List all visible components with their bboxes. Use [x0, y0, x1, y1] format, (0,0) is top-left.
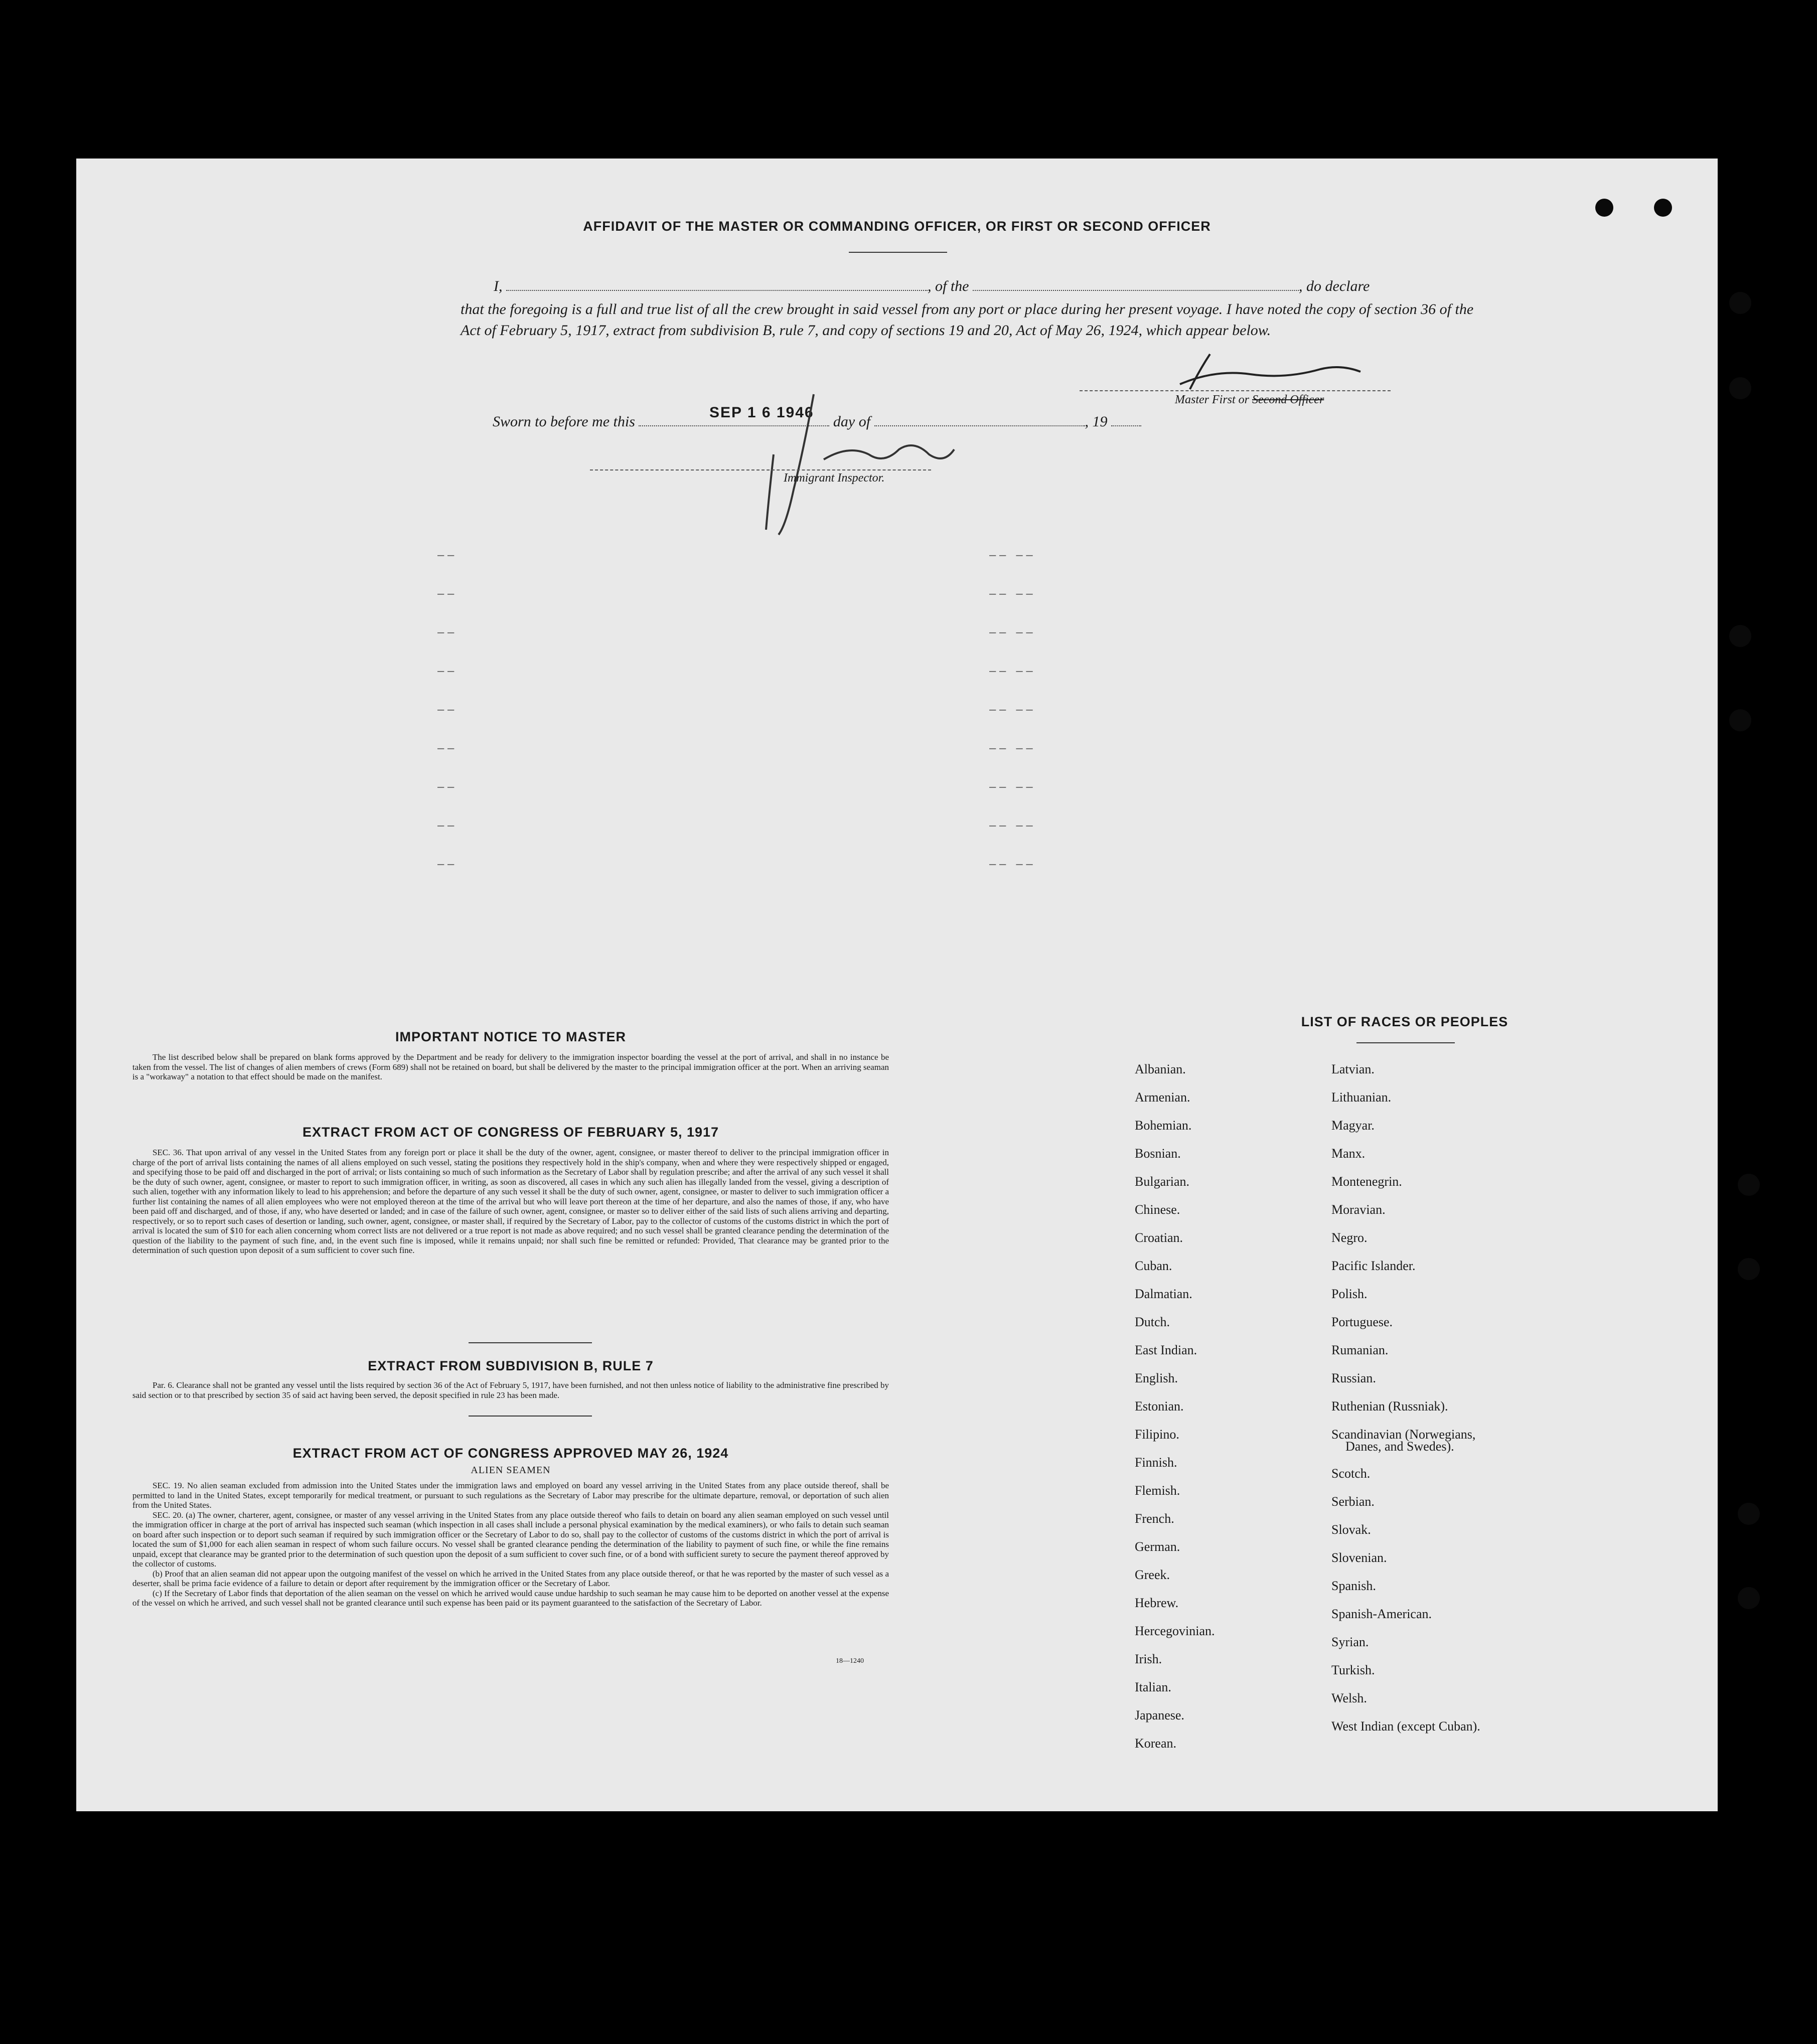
- race-item: Slovenian.: [1331, 1550, 1387, 1565]
- extract-1917-text: SEC. 36. That upon arrival of any vessel in the United States from any foreign port or place it shall be the duty of the owner, agent, consignee, or master thereof to deliver to the principal immigration officer in charge of the port of arrival lists containing the names of all aliens employed on such vessel, stating the positions they respectively hold in the ship's company, when and where they were respectively shipped or engaged, and specifying those to be paid off and discharged in the port of arrival; or lists containing so much of such information as the Secretary of Labor shall by regulation prescribe; and after the arrival of any such vessel it shall be the duty of such owner, agent, consignee, or master to report to such immigration officer, in writing, as soon as discovered, all cases in which any such alien has illegally landed from the vessel, giving a description of such alien, together with any information likely to lead to his apprehension; and before the departure of any such vessel it shall be the duty of such owner, agent, consignee, or master to deliver to such immigration officer a further list containing the names of all alien employees who were not employed thereon at the time of the arrival but who will leave port thereon at the time of her departure, and also the names of those, if any, who have been paid off and discharged, and of those, if any, who have deserted or landed; and in case of the failure of such owner, agent, consignee, or master so to deliver either of the said lists of such aliens arriving and departing, respectively, or so to report such cases of desertion or landing, such owner, agent, consignee, or master shall, if required by the Secretary of Labor, pay to the collector of customs of the customs district in which the port of arrival is located the sum of $10 for each alien concerning whom correct lists are not delivered or a true report is not made as above required; and no such vessel shall be granted clearance pending the determination of the question of the liability to the payment of such fine, and, in the event such fine is imposed, while it remains unpaid; nor shall such fine be remitted or refunded: Provided, That clearance may be granted prior to the determination of such question upon deposit of a sum sufficient to cover such fine.: [132, 1148, 889, 1255]
- race-item: Armenian.: [1135, 1090, 1190, 1105]
- races-right-column: [1331, 1055, 1480, 1741]
- race-item: Dalmatian.: [1135, 1287, 1192, 1301]
- race-item: Pacific Islander.: [1331, 1259, 1416, 1273]
- sworn-label: Sworn to before me this: [493, 413, 635, 430]
- race-item: Ruthenian (Russniak).: [1331, 1399, 1448, 1413]
- punch-hole: [1729, 625, 1751, 647]
- blank-marks: – – – – – – – – – – – – – – – – – – – – – – – – – – – – – – – – – – – –: [989, 548, 1033, 871]
- race-item: Albanian.: [1135, 1062, 1186, 1076]
- blank-marks: – – – – – – – – – – – – – – – – – –: [437, 548, 455, 871]
- race-item: Korean.: [1135, 1736, 1177, 1751]
- vessel-prefix: , of the: [928, 278, 969, 294]
- race-item: Bulgarian.: [1135, 1174, 1190, 1189]
- race-item: West Indian (except Cuban).: [1331, 1719, 1480, 1734]
- race-item: English.: [1135, 1371, 1178, 1385]
- race-item: Estonian.: [1135, 1399, 1184, 1413]
- section-rule: [469, 1416, 592, 1417]
- race-item: East Indian.: [1135, 1343, 1197, 1357]
- race-item: French.: [1135, 1511, 1174, 1526]
- race-item: Hebrew.: [1135, 1596, 1179, 1610]
- notice-title: IMPORTANT NOTICE TO MASTER: [395, 1029, 626, 1044]
- race-item: Polish.: [1331, 1287, 1368, 1301]
- race-item: Negro.: [1331, 1230, 1368, 1245]
- race-item: Bohemian.: [1135, 1118, 1192, 1133]
- race-item: Japanese.: [1135, 1708, 1184, 1722]
- races-left-column: [1135, 1055, 1215, 1758]
- race-item: Filipino.: [1135, 1427, 1179, 1442]
- notice-text: The list described below shall be prepared on blank forms approved by the Department and be ready for delivery to the immigration inspector boarding the vessel at the port of arrival, and shall in no instance be taken from the vessel. The list of changes of alien members of crews (Form 689) shall not be retained on board, but shall be delivered by the master to the principal immigration officer at the port. When an arriving seaman is a "workaway" a notation to that effect should be made on the manifest.: [132, 1052, 889, 1081]
- race-item: Finnish.: [1135, 1455, 1177, 1470]
- extract-1924-title: EXTRACT FROM ACT OF CONGRESS APPROVED MAY 26, 1924: [292, 1446, 729, 1461]
- subdivision-text: Par. 6. Clearance shall not be granted any vessel until the lists required by section 36 of the Act of February 5, 1917, have been furnished, and not then unless notice of liability to the administrative fine prescribed by said section or to that prescribed by section 35 of said act having been served, the deposit specified in rule 23 has been made.: [132, 1380, 889, 1400]
- race-item: Magyar.: [1331, 1118, 1375, 1133]
- punch-hole: [1729, 292, 1751, 314]
- race-item: Russian.: [1331, 1371, 1376, 1385]
- extract-1924-text: SEC. 19. No alien seaman excluded from admission into the United States under the immigration laws and employed on board any vessel arriving in the United States from any place outside thereof, shall be permitted to land in the United States, except temporarily for medical treatment, or pursuant to such regulations as the Secretary of Labor may prescribe for the ultimate departure, removal, or deportation of such alien from the United States. SEC. 20. (a) The owner, charterer, agent, consignee, or master of any vessel arriving in the United States from any place outside thereof who fails to detain on board any alien seaman employed on such vessel until the immigration officer in charge at the port of arrival has inspected such seaman (which inspection in all cases shall include a personal physical examination by the medical examiners), or who fails to detain such seaman on board after such inspection or to deport such seaman if required by such immigration officer or the Secretary of Labor to do so, shall pay to the collector of customs of the customs district in which the port of arrival is located the sum of $1,000 for each alien seaman in respect of whom such failure occurs. No vessel shall be granted clearance pending the determination of the liability to payment of such fine, or while the fine remains unpaid, except that clearance may be granted prior to the determination of such question upon the deposit of a sum sufficient to cover such fine, or of a bond with sufficient surety to secure the payment thereof approved by the collector of customs. (b) Proof that an alien seaman did not appear upon the outgoing manifest of the vessel on which he arrived in the United States from any place outside thereof, or that he was reported by the master of such vessel as a deserter, shall be prima facie evidence of a failure to detain or deport after requirement by the immigration officer or the Secretary of Labor. (c) If the Secretary of Labor finds that deportation of the alien seaman on the vessel on which he arrived would cause undue hardship to such seaman he may cause him to be deported on another vessel at the expense of the vessel on which he arrived, and such vessel shall not be granted clearance until such expense has been paid or its payment guaranteed to the satisfaction of the Secretary of Labor.: [132, 1481, 889, 1608]
- race-item: Spanish-American.: [1331, 1607, 1432, 1621]
- inspector-signature: [718, 389, 979, 540]
- race-item: Flemish.: [1135, 1483, 1180, 1498]
- races-title-rule: [1356, 1042, 1455, 1043]
- master-signature: [1170, 349, 1381, 394]
- sworn-year-field: [1111, 422, 1141, 426]
- race-item: Scandinavian (Norwegians,: [1331, 1427, 1476, 1442]
- race-item: Moravian.: [1331, 1202, 1386, 1217]
- race-item: Scotch.: [1331, 1466, 1371, 1481]
- race-item: Spanish.: [1331, 1579, 1376, 1593]
- race-item: Welsh.: [1331, 1691, 1367, 1705]
- race-item: Rumanian.: [1331, 1343, 1389, 1357]
- race-item: Manx.: [1331, 1146, 1366, 1161]
- punch-hole: [1729, 377, 1751, 399]
- race-item: Hercegovinian.: [1135, 1624, 1215, 1638]
- punch-hole: [1738, 1174, 1760, 1196]
- race-item: German.: [1135, 1539, 1180, 1554]
- inspector-title: Immigrant Inspector.: [784, 471, 885, 485]
- extract-1917-title: EXTRACT FROM ACT OF CONGRESS OF FEBRUARY 5, 1917: [302, 1125, 719, 1140]
- race-item: Dutch.: [1135, 1315, 1170, 1329]
- date-stamp: SEP 1 6 1946: [709, 404, 814, 421]
- race-item: Danes, and Swedes).: [1345, 1439, 1454, 1454]
- races-title: LIST OF RACES OR PEOPLES: [1301, 1014, 1508, 1029]
- race-item: Lithuanian.: [1331, 1090, 1392, 1105]
- title-rule: [849, 252, 947, 253]
- form-number: 18—1240: [836, 1657, 864, 1665]
- race-item: Greek.: [1135, 1567, 1170, 1582]
- punch-hole: [1729, 709, 1751, 731]
- punch-hole: [1738, 1258, 1760, 1280]
- race-item: Cuban.: [1135, 1259, 1172, 1273]
- race-item: Slovak.: [1331, 1522, 1371, 1537]
- document-page: [76, 159, 1718, 1811]
- subdivision-title: EXTRACT FROM SUBDIVISION B, RULE 7: [368, 1358, 654, 1373]
- day-of-label: day of: [833, 413, 871, 430]
- declare-suffix: , do declare: [1299, 278, 1370, 294]
- race-item: Montenegrin.: [1331, 1174, 1402, 1189]
- race-item: Syrian.: [1331, 1635, 1369, 1649]
- punch-hole: [1738, 1587, 1760, 1609]
- race-item: Croatian.: [1135, 1230, 1183, 1245]
- race-item: Turkish.: [1331, 1663, 1375, 1677]
- race-item: Latvian.: [1331, 1062, 1375, 1076]
- race-item: Serbian.: [1331, 1494, 1375, 1509]
- affidavit-body: that the foregoing is a full and true list of all the crew brought in said vessel from any port or place during her present voyage. I have noted the copy of section 36 of the Act of February 5, 1917, extract from subdivision B, rule 7, and copy of sections 19 and 20, Act of May 26, 1924, which appear below.: [461, 301, 1474, 339]
- race-item: Irish.: [1135, 1652, 1162, 1666]
- declarant-prefix: I,: [494, 278, 503, 294]
- race-item: Chinese.: [1135, 1202, 1180, 1217]
- alien-seamen-subtitle: ALIEN SEAMEN: [471, 1465, 551, 1476]
- declaration-line: [494, 278, 1487, 295]
- punch-hole: [1654, 199, 1672, 217]
- section-rule: [469, 1342, 592, 1343]
- race-item: Bosnian.: [1135, 1146, 1181, 1161]
- punch-hole: [1738, 1503, 1760, 1525]
- race-item: Italian.: [1135, 1680, 1171, 1694]
- declarant-name-field: [506, 287, 928, 291]
- affidavit-title: AFFIDAVIT OF THE MASTER OR COMMANDING OFFICER, OR FIRST OR SECOND OFFICER: [583, 219, 1211, 234]
- vessel-name-field: [973, 287, 1299, 291]
- punch-hole: [1595, 199, 1613, 217]
- master-title: Master First or Second Officer: [1175, 393, 1324, 406]
- year-prefix: , 19: [1085, 413, 1108, 430]
- race-item: Portuguese.: [1331, 1315, 1393, 1329]
